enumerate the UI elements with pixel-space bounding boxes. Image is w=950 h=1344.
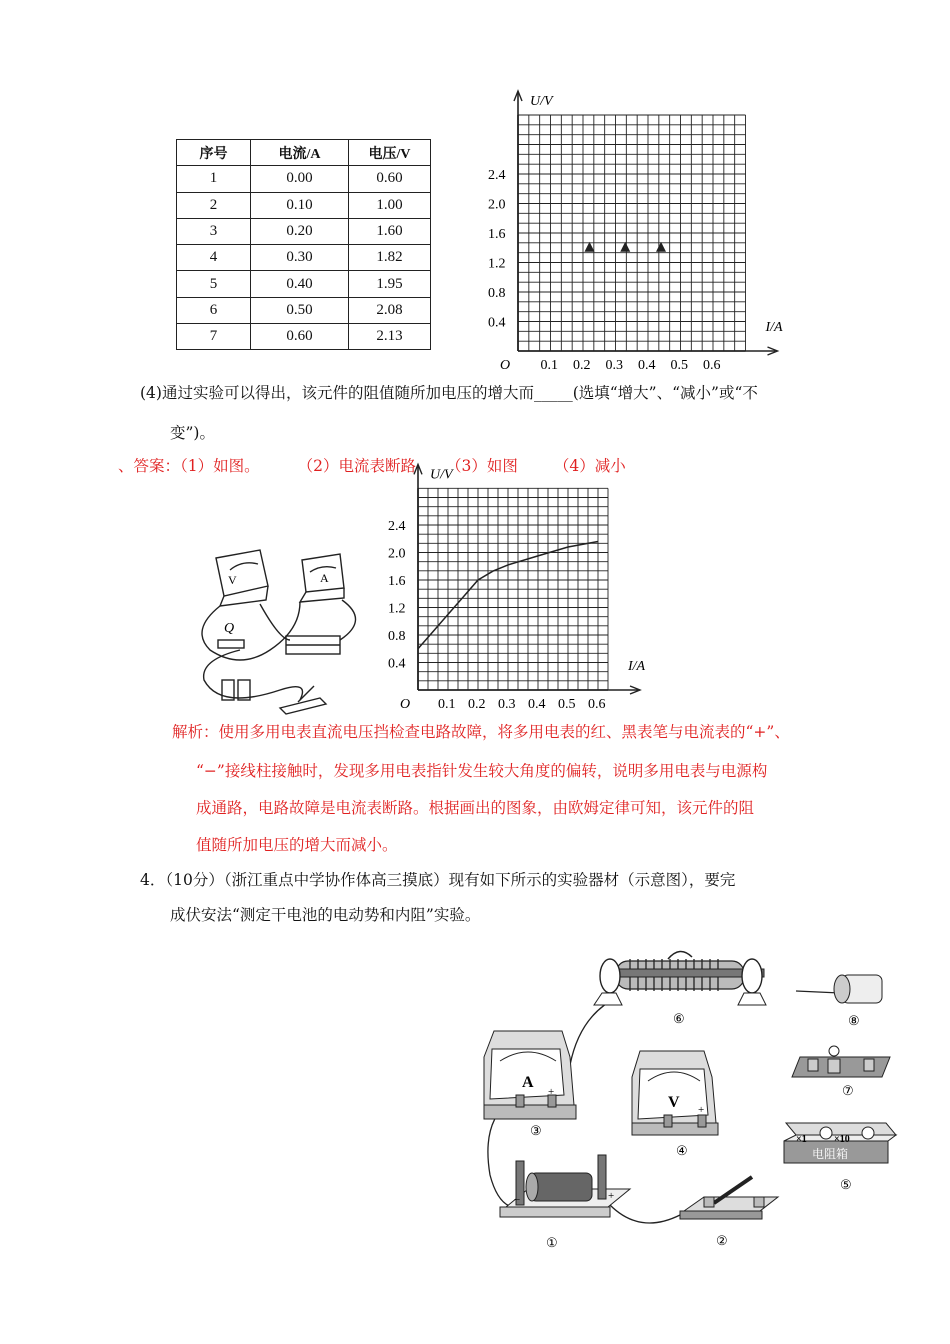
data-table bbox=[176, 139, 431, 350]
cell-index: 6 bbox=[177, 297, 251, 323]
x-tick-label: 0.3 bbox=[605, 358, 623, 373]
box-x10: ×10 bbox=[834, 1134, 850, 1145]
cell-voltage: 1.60 bbox=[349, 218, 431, 244]
box-x1: ×1 bbox=[796, 1134, 807, 1145]
cell-current: 0.30 bbox=[251, 245, 349, 271]
table-row bbox=[177, 166, 431, 192]
cell-voltage: 0.60 bbox=[349, 166, 431, 192]
ammeter-letter: A bbox=[320, 571, 329, 585]
y-tick-label: 0.8 bbox=[388, 629, 406, 644]
number-5: ⑤ bbox=[840, 1177, 852, 1192]
answer-4: （4）减小 bbox=[553, 457, 626, 475]
y-tick-label: 2.4 bbox=[488, 168, 506, 183]
y-axis-label: U/V bbox=[430, 467, 453, 483]
rheostat-icon bbox=[594, 951, 766, 1005]
circuit-diagram bbox=[180, 540, 380, 715]
number-2: ② bbox=[716, 1233, 728, 1248]
number-1: ① bbox=[546, 1235, 558, 1250]
x-tick-label: 0.4 bbox=[528, 697, 546, 712]
y-tick-label: 1.6 bbox=[388, 574, 406, 589]
lamp-base-icon bbox=[792, 1046, 890, 1077]
y-tick-label: 0.4 bbox=[488, 315, 506, 331]
analysis-line3: 成通路，电路故障是电流表断路。根据画出的图象，由欧姆定律可知，该元件的阻 bbox=[196, 799, 755, 817]
x-tick-label: 0.4 bbox=[638, 358, 656, 373]
resistance-box-label: 电阻箱 bbox=[812, 1147, 849, 1161]
x-axis-label: I/A bbox=[628, 659, 646, 674]
table-row bbox=[177, 245, 431, 271]
cell-current: 0.10 bbox=[251, 192, 349, 218]
analysis-line1: 解析：使用多用电表直流电压挡检查电路故障，将多用电表的红、黑表笔与电流表的“+”、 bbox=[172, 723, 790, 741]
y-axis-label: U/V bbox=[530, 94, 553, 109]
y-tick-label: 1.6 bbox=[488, 227, 506, 242]
cell-current: 0.20 bbox=[251, 218, 349, 244]
cell-index: 3 bbox=[177, 218, 251, 244]
y-tick-label: 0.8 bbox=[488, 286, 506, 301]
equipment-illustration bbox=[470, 945, 910, 1265]
voltmeter-letter-eq: V bbox=[668, 1094, 680, 1111]
x-tick-label: 0.6 bbox=[703, 358, 721, 373]
analysis-line4: 值随所加电压的增大而减小。 bbox=[196, 836, 398, 854]
element-q-label: Q bbox=[224, 621, 235, 636]
question-part4-line1: (4)通过实验可以得出，该元件的阻值随所加电压的增大而_____(选填“增大”、“减小”或“不 bbox=[140, 384, 758, 402]
x-tick-label: 0.5 bbox=[558, 697, 576, 712]
table-row bbox=[177, 271, 431, 297]
ammeter-letter-eq: A bbox=[522, 1074, 534, 1091]
cell-voltage: 1.00 bbox=[349, 192, 431, 218]
y-tick-label: 2.4 bbox=[388, 519, 406, 534]
question4-line1: 4．（10分）（浙江重点中学协作体高三摸底）现有如下所示的实验器材（示意图），要完 bbox=[140, 871, 736, 889]
cell-index: 2 bbox=[177, 192, 251, 218]
battery-plus: + bbox=[608, 1190, 615, 1202]
header-index: 序号 bbox=[177, 140, 251, 166]
x-tick-label: 0.6 bbox=[588, 697, 606, 712]
bulb-holder-icon bbox=[796, 975, 882, 1003]
origin-label: O bbox=[500, 358, 511, 373]
battery-minus: − bbox=[514, 1194, 521, 1206]
table-body bbox=[177, 166, 431, 350]
origin-label: O bbox=[400, 697, 411, 712]
voltmeter-letter: V bbox=[228, 573, 237, 587]
question-part4-line2: 变”)。 bbox=[170, 424, 215, 442]
y-tick-label: 1.2 bbox=[488, 256, 506, 272]
y-tick-label: 0.4 bbox=[388, 656, 406, 672]
cell-voltage: 2.13 bbox=[349, 324, 431, 350]
cell-index: 1 bbox=[177, 166, 251, 192]
cell-index: 7 bbox=[177, 324, 251, 350]
chart-uv-question bbox=[480, 94, 783, 373]
answer-2: （2）电流表断路 bbox=[297, 457, 417, 475]
battery-icon bbox=[500, 1155, 630, 1217]
number-6: ⑥ bbox=[673, 1011, 685, 1026]
cell-current: 0.40 bbox=[251, 271, 349, 297]
cell-current: 0.00 bbox=[251, 166, 349, 192]
cell-index: 4 bbox=[177, 245, 251, 271]
table-row bbox=[177, 218, 431, 244]
table-row bbox=[177, 192, 431, 218]
cell-voltage: 1.82 bbox=[349, 245, 431, 271]
cell-index: 5 bbox=[177, 271, 251, 297]
number-3: ③ bbox=[530, 1123, 542, 1138]
number-4: ④ bbox=[676, 1143, 688, 1158]
x-axis-label: I/A bbox=[765, 320, 783, 335]
header-voltage: 电压/V bbox=[349, 140, 431, 166]
number-7: ⑦ bbox=[842, 1083, 854, 1098]
x-tick-label: 0.5 bbox=[670, 358, 688, 373]
x-tick-label: 0.1 bbox=[540, 358, 558, 373]
question4-line2: 成伏安法“测定干电池的电动势和内阻”实验。 bbox=[170, 906, 481, 924]
cell-voltage: 1.95 bbox=[349, 271, 431, 297]
x-tick-label: 0.2 bbox=[573, 358, 591, 373]
x-tick-label: 0.2 bbox=[468, 697, 486, 712]
cell-voltage: 2.08 bbox=[349, 297, 431, 323]
y-tick-label: 1.2 bbox=[388, 601, 406, 617]
y-tick-label: 2.0 bbox=[488, 197, 506, 213]
x-tick-label: 0.3 bbox=[498, 697, 516, 712]
x-tick-label: 0.1 bbox=[438, 697, 456, 712]
switch-icon bbox=[680, 1177, 778, 1219]
table-row bbox=[177, 324, 431, 350]
number-8: ⑧ bbox=[848, 1013, 860, 1028]
cell-current: 0.50 bbox=[251, 297, 349, 323]
ammeter-plus: + bbox=[548, 1086, 555, 1098]
header-current: 电流/A bbox=[251, 140, 349, 166]
table-row bbox=[177, 297, 431, 323]
answer-line bbox=[118, 454, 626, 478]
voltmeter-plus: + bbox=[698, 1104, 705, 1116]
table-header-row bbox=[177, 140, 431, 166]
analysis-line2: “−”接线柱接触时，发现多用电表指针发生较大角度的偏转，说明多用电表与电源构 bbox=[196, 762, 768, 780]
y-tick-label: 2.0 bbox=[388, 546, 406, 562]
chart-uv-answer bbox=[380, 467, 660, 713]
answer-prefix: 、答案： bbox=[118, 457, 181, 475]
answer-3: （3）如图 bbox=[446, 457, 518, 475]
voltmeter-icon bbox=[632, 1051, 718, 1135]
answer-1: （1）如图。 bbox=[180, 457, 260, 475]
cell-current: 0.60 bbox=[251, 324, 349, 350]
